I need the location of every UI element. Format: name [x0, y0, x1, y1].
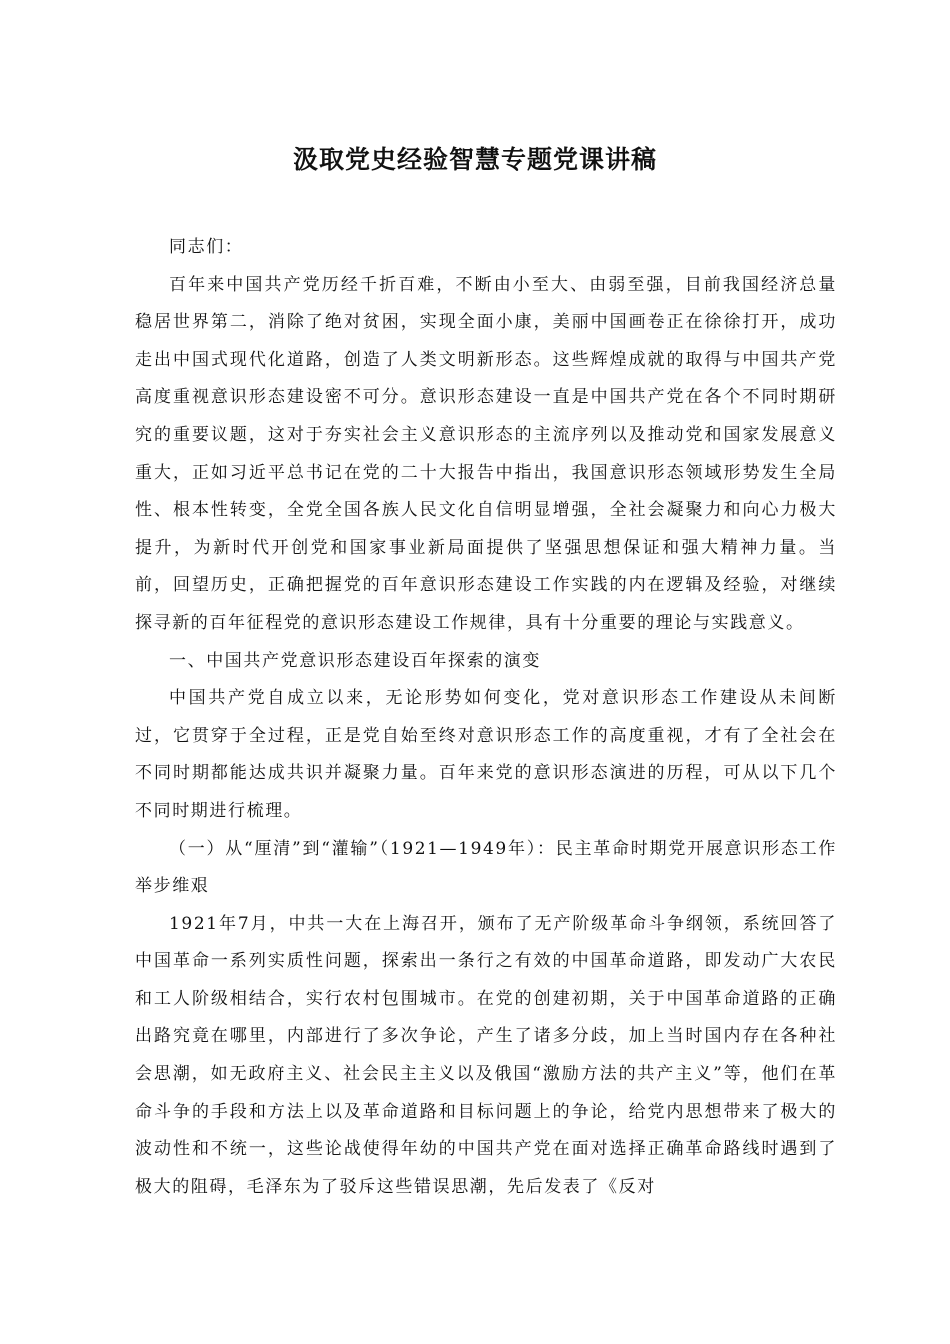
- paragraph-section-1: 中国共产党自成立以来，无论形势如何变化，党对意识形态工作建设从未间断过，它贯穿于全过程，正是党自始至终对意识形态工作的高度重视，才有了全社会在不同时期都能达成共识并凝聚力量。百年来党的意识形态演进的历程，可从以下几个不同时期进行梳理。: [135, 688, 837, 821]
- document-title: 汲取党史经验智慧专题党课讲稿: [292, 145, 657, 174]
- document-body: [135, 229, 837, 1206]
- paragraph-subsection-1: 1921年7月，中共一大在上海召开，颁布了无产阶级革命斗争纲领，系统回答了中国革命一系列实质性问题，探索出一条行之有效的中国革命道路，即发动广大农民和工人阶级相结合，实行农村包围城市。在党的创建初期，关于中国革命道路的正确出路究竟在哪里，内部进行了多次争论，产生了诸多分歧，加上当时国内存在各种社会思潮，如无政府主义、社会民主主义以及俄国“激励方法的共产主义”等，他们在革命斗争的手段和方法上以及革命道路和目标问题上的争论，给党内思想带来了极大的波动性和不统一，这些论战使得年幼的中国共产党在面对选择正确革命路线时遇到了极大的阻碍，毛泽东为了驳斥这些错误思潮，先后发表了《反对: [135, 913, 837, 1197]
- salutation: 同志们：: [169, 237, 244, 257]
- subsection-heading-1: （一）从“厘清”到“灌输”（1921—1949年）：民主革命时期党开展意识形态工作举步维艰: [135, 838, 837, 897]
- paragraph-intro: 百年来中国共产党历经千折百难，不断由小至大、由弱至强，目前我国经济总量稳居世界第二，消除了绝对贫困，实现全面小康，美丽中国画卷正在徐徐打开，成功走出中国式现代化道路，创造了人类文明新形态。这些辉煌成就的取得与中国共产党高度重视意识形态建设密不可分。意识形态建设一直是中国共产党在各个不同时期研究的重要议题，这对于夯实社会主义意识形态的主流序列以及推动党和国家发展意义重大，正如习近平总书记在党的二十大报告中指出，我国意识形态领域形势发生全局性、根本性转变，全党全国各族人民文化自信明显增强，全社会凝聚力和向心力极大提升，为新时代开创党和国家事业新局面提供了坚强思想保证和强大精神力量。当前，回望历史，正确把握党的百年意识形态建设工作实践的内在逻辑及经验，对继续探寻新的百年征程党的意识形态建设工作规律，具有十分重要的理论与实践意义。: [135, 274, 837, 633]
- section-heading-1: 一、中国共产党意识形态建设百年探索的演变: [169, 650, 541, 671]
